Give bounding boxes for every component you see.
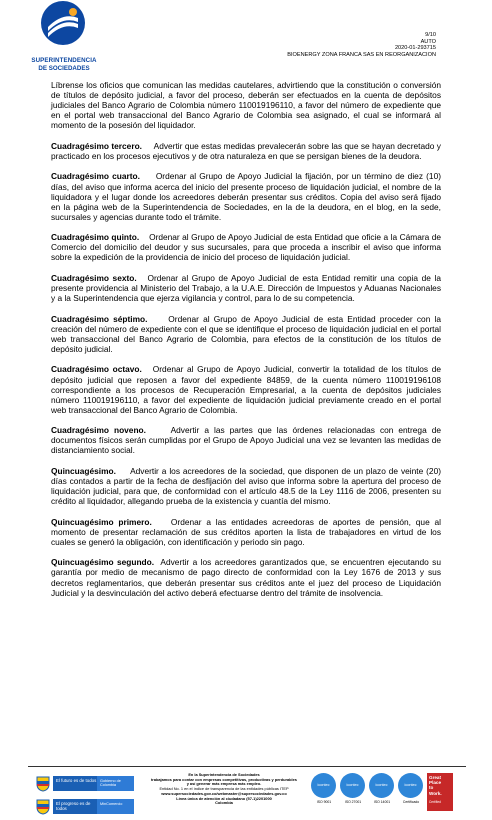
paragraph: [51, 171, 441, 221]
doc-type: AUTO: [420, 38, 436, 45]
paragraph: [51, 364, 441, 414]
paragraph-text: Ordenar al Grupo de Apoyo Judicial de esta Entidad remitir una copia de la presente providencia al Ministerio del Trabajo, a la U.A.E. Dirección de Impuestos y Aduanas Nacionales y a la Superintendencia que ejerza vigilancia y control, para lo de su competencia.: [51, 272, 441, 304]
paragraph: [51, 232, 441, 262]
paragraph-text: Ordenar a las entidades acreedoras de aportes de pensión, que al momento de presentar reclamación de sus créditos aporten la lista de trabajadores en virtud de los cuales se generó la obligación, con identificación y periodo sin pago.: [51, 516, 441, 547]
icontec-icon: icontec: [340, 773, 365, 798]
gov-badge-slogan: El futuro es de todos: [53, 776, 97, 791]
coat-of-arms-icon: [36, 799, 50, 815]
paragraph-heading: Cuadragésimo sexto.: [51, 272, 137, 283]
paragraph-text: Advertir a las partes que las órdenes relacionadas con entrega de documentos físicos serán cumplidas por el Grupo de Apoyo Judicial una vez se levanten las medidas de distanciamiento social.: [51, 425, 441, 456]
cert-code: ISO 9001: [316, 800, 332, 804]
footer-line: En la Superintendencia de Sociedades: [188, 772, 260, 777]
paragraph-heading: Quincuagésimo segundo.: [51, 557, 155, 568]
paragraph: [51, 557, 441, 597]
icontec-icon: icontec: [369, 773, 394, 798]
footer-line: y así generar más empresa más empleo.: [186, 781, 262, 787]
gov-badge-entity: MinComercio: [97, 799, 134, 814]
paragraph-text: Ordenar al Grupo de Apoyo Judicial de esta Entidad proceder con la creación del número de expediente con el que se identifique el proceso de liquidación judicial en el portal web transaccional del Banco Agrario de Colombia, para efectos de la constitución de los títulos de depósito judicial.: [51, 313, 441, 354]
gov-logo-row: [36, 797, 140, 817]
doc-number: 2020-01-293715: [394, 45, 436, 52]
paragraph-heading: Cuadragésimo tercero.: [51, 140, 142, 151]
gov-badge-entity: Gobierno de Colombia: [97, 776, 134, 791]
paragraph: [51, 425, 441, 455]
icontec-icon: icontec: [311, 773, 336, 798]
icontec-cert-badge: [398, 773, 424, 811]
gov-logo-row: [36, 774, 140, 794]
supersociedades-logo: [14, 0, 110, 76]
cert-code: Certificado: [402, 800, 420, 804]
footer-line: trabajamos para contar con empresas competitivas, productivas y perdurables: [151, 776, 297, 782]
paragraph: [51, 80, 441, 130]
paragraph: [51, 141, 441, 161]
cert-code: ISO 27001: [344, 800, 362, 804]
paragraph-text: Advertir a los acreedores garantizados que, se encuentren ejecutando su garantía por medio de mecanismo de pago directo de conformidad con la Ley 1676 de 2013 y sus decretos reglamentarios, que deberán presentar sus créditos ante el juez del proceso de Liquidación Judicial y la desvinculación del activo deberá efectuarse dentro del trámite de insolvencia.: [51, 557, 441, 598]
great-place-to-work-badge: [427, 773, 453, 811]
gov-badge: [53, 776, 134, 791]
logo-title: SUPERINTENDENCIA: [31, 57, 97, 64]
paragraph: [51, 517, 441, 547]
logo-subtitle: DE SOCIEDADES: [38, 65, 90, 72]
paragraph-text: Líbrense los oficios que comunican las medidas cautelares, advirtiendo que la constitución o conversión de títulos de depósito judicial, a favor del proceso, deberán ser efectuados en la cuenta de depósitos judiciales del Banco Agrario de Colombia número 110019196110, a favor del número de expediente que en el portal web transaccional del Banco Agrario de Colombia sea asignado, el cual se informará al momento de la posesión del liquidador.: [51, 80, 441, 131]
footer-divider: [28, 766, 466, 767]
paragraph-heading: Cuadragésimo octavo.: [51, 364, 142, 375]
footer-website-link[interactable]: www.supersociedades.gov.co/webmaster@supersociedades.gov.co: [161, 790, 287, 796]
icontec-cert-badge: [369, 773, 395, 811]
gptw-certified: Certified: [429, 799, 441, 804]
gov-badge-slogan: El progreso es de todos: [53, 799, 97, 814]
cert-code: ISO 14001: [373, 800, 391, 804]
paragraph-text: Ordenar al Grupo de Apoyo Judicial, convertir la totalidad de los títulos de depósito judicial que reposen a favor del expediente 84859, de la cuenta número 110019196108 correspondiente a los procesos de Recuperación Empresarial, a la cuenta de depósitos judiciales número 110019196110, a favor del expediente de liquidación judicial previamente creado en el portal web transaccional del Banco Agrario de Colombia.: [51, 364, 441, 415]
paragraph-text: Advertir que estas medidas prevalecerán sobre las que se hayan decretado y practicado en los procesos ejecutivos y de otra naturaleza en que se persigan bienes de la deudora.: [51, 140, 441, 161]
paragraph-heading: Cuadragésimo cuarto.: [51, 171, 140, 182]
icontec-cert-badge: [311, 773, 337, 811]
paragraph-text: Ordenar al Grupo de Apoyo Judicial la fijación, por un término de diez (10) días, del aviso que informa acerca del inicio del presente proceso de liquidación judicial, el nombre de la liquidadora y el lugar donde los acreedores deberán presentar sus créditos. Copia del aviso será fijado en la página web de la Superintendencia de Sociedades, en la de la deudora, en el blog, en la sede, sucursales y agencias durante todo el trámite.: [51, 171, 441, 222]
footer-line: Colombia: [215, 800, 233, 806]
paragraph-heading: Cuadragésimo noveno.: [51, 425, 146, 436]
page-number: 9/10: [425, 32, 436, 38]
paragraph: [51, 466, 441, 506]
government-logos: [36, 774, 140, 820]
paragraph-heading: Quincuagésimo.: [51, 465, 116, 476]
paragraph-heading: Cuadragésimo séptimo.: [51, 313, 148, 324]
company-name: BIOENERGY ZONA FRANCA SAS EN REORGANIZACION: [287, 51, 436, 58]
certification-logos: [311, 773, 453, 811]
paragraph-text: Ordenar al Grupo de Apoyo Judicial de esta Entidad que oficie a la Cámara de Comercio del domicilio del deudor y sus sucursales, para que proceda a inscribir el aviso que informa sobre la expedición de la providencia de inicio del proceso de liquidación judicial.: [51, 232, 442, 263]
paragraph-text: Advertir a los acreedores de la sociedad, que disponen de un plazo de veinte (20) días contados a partir de la fecha de desfijación del aviso que informa sobre la apertura del proceso de liquidación judicial, para que, de conformidad con el artículo 48.5 de la Ley 1116 de 2006, presenten su crédito al liquidador, allegando prueba de la existencia y cuantía del mismo.: [51, 465, 441, 507]
gptw-line: Work.: [429, 790, 442, 796]
paragraph-heading: Quincuagésimo primero.: [51, 516, 152, 527]
gptw-line: Place: [429, 780, 442, 786]
document-header-info: [287, 32, 436, 58]
gptw-line: Great: [429, 775, 442, 780]
coat-of-arms-icon: [36, 776, 50, 792]
gov-badge: [53, 799, 134, 814]
footer-line: Línea única de atención al ciudadano (57-1)2201000: [176, 795, 272, 801]
paragraph: [51, 273, 441, 303]
gptw-line: to: [429, 785, 434, 791]
footer-line: Entidad No. 1 en el índice de transparencia de las entidades públicas ITEP: [159, 786, 289, 792]
document-body: [51, 80, 441, 608]
paragraph-heading: Cuadragésimo quinto.: [51, 232, 140, 243]
icontec-cert-badge: [340, 773, 366, 811]
icontec-icon: icontec: [398, 773, 423, 798]
paragraph: [51, 314, 441, 354]
footer-contact-text: [142, 773, 306, 806]
logo-emblem-icon: [40, 0, 86, 46]
